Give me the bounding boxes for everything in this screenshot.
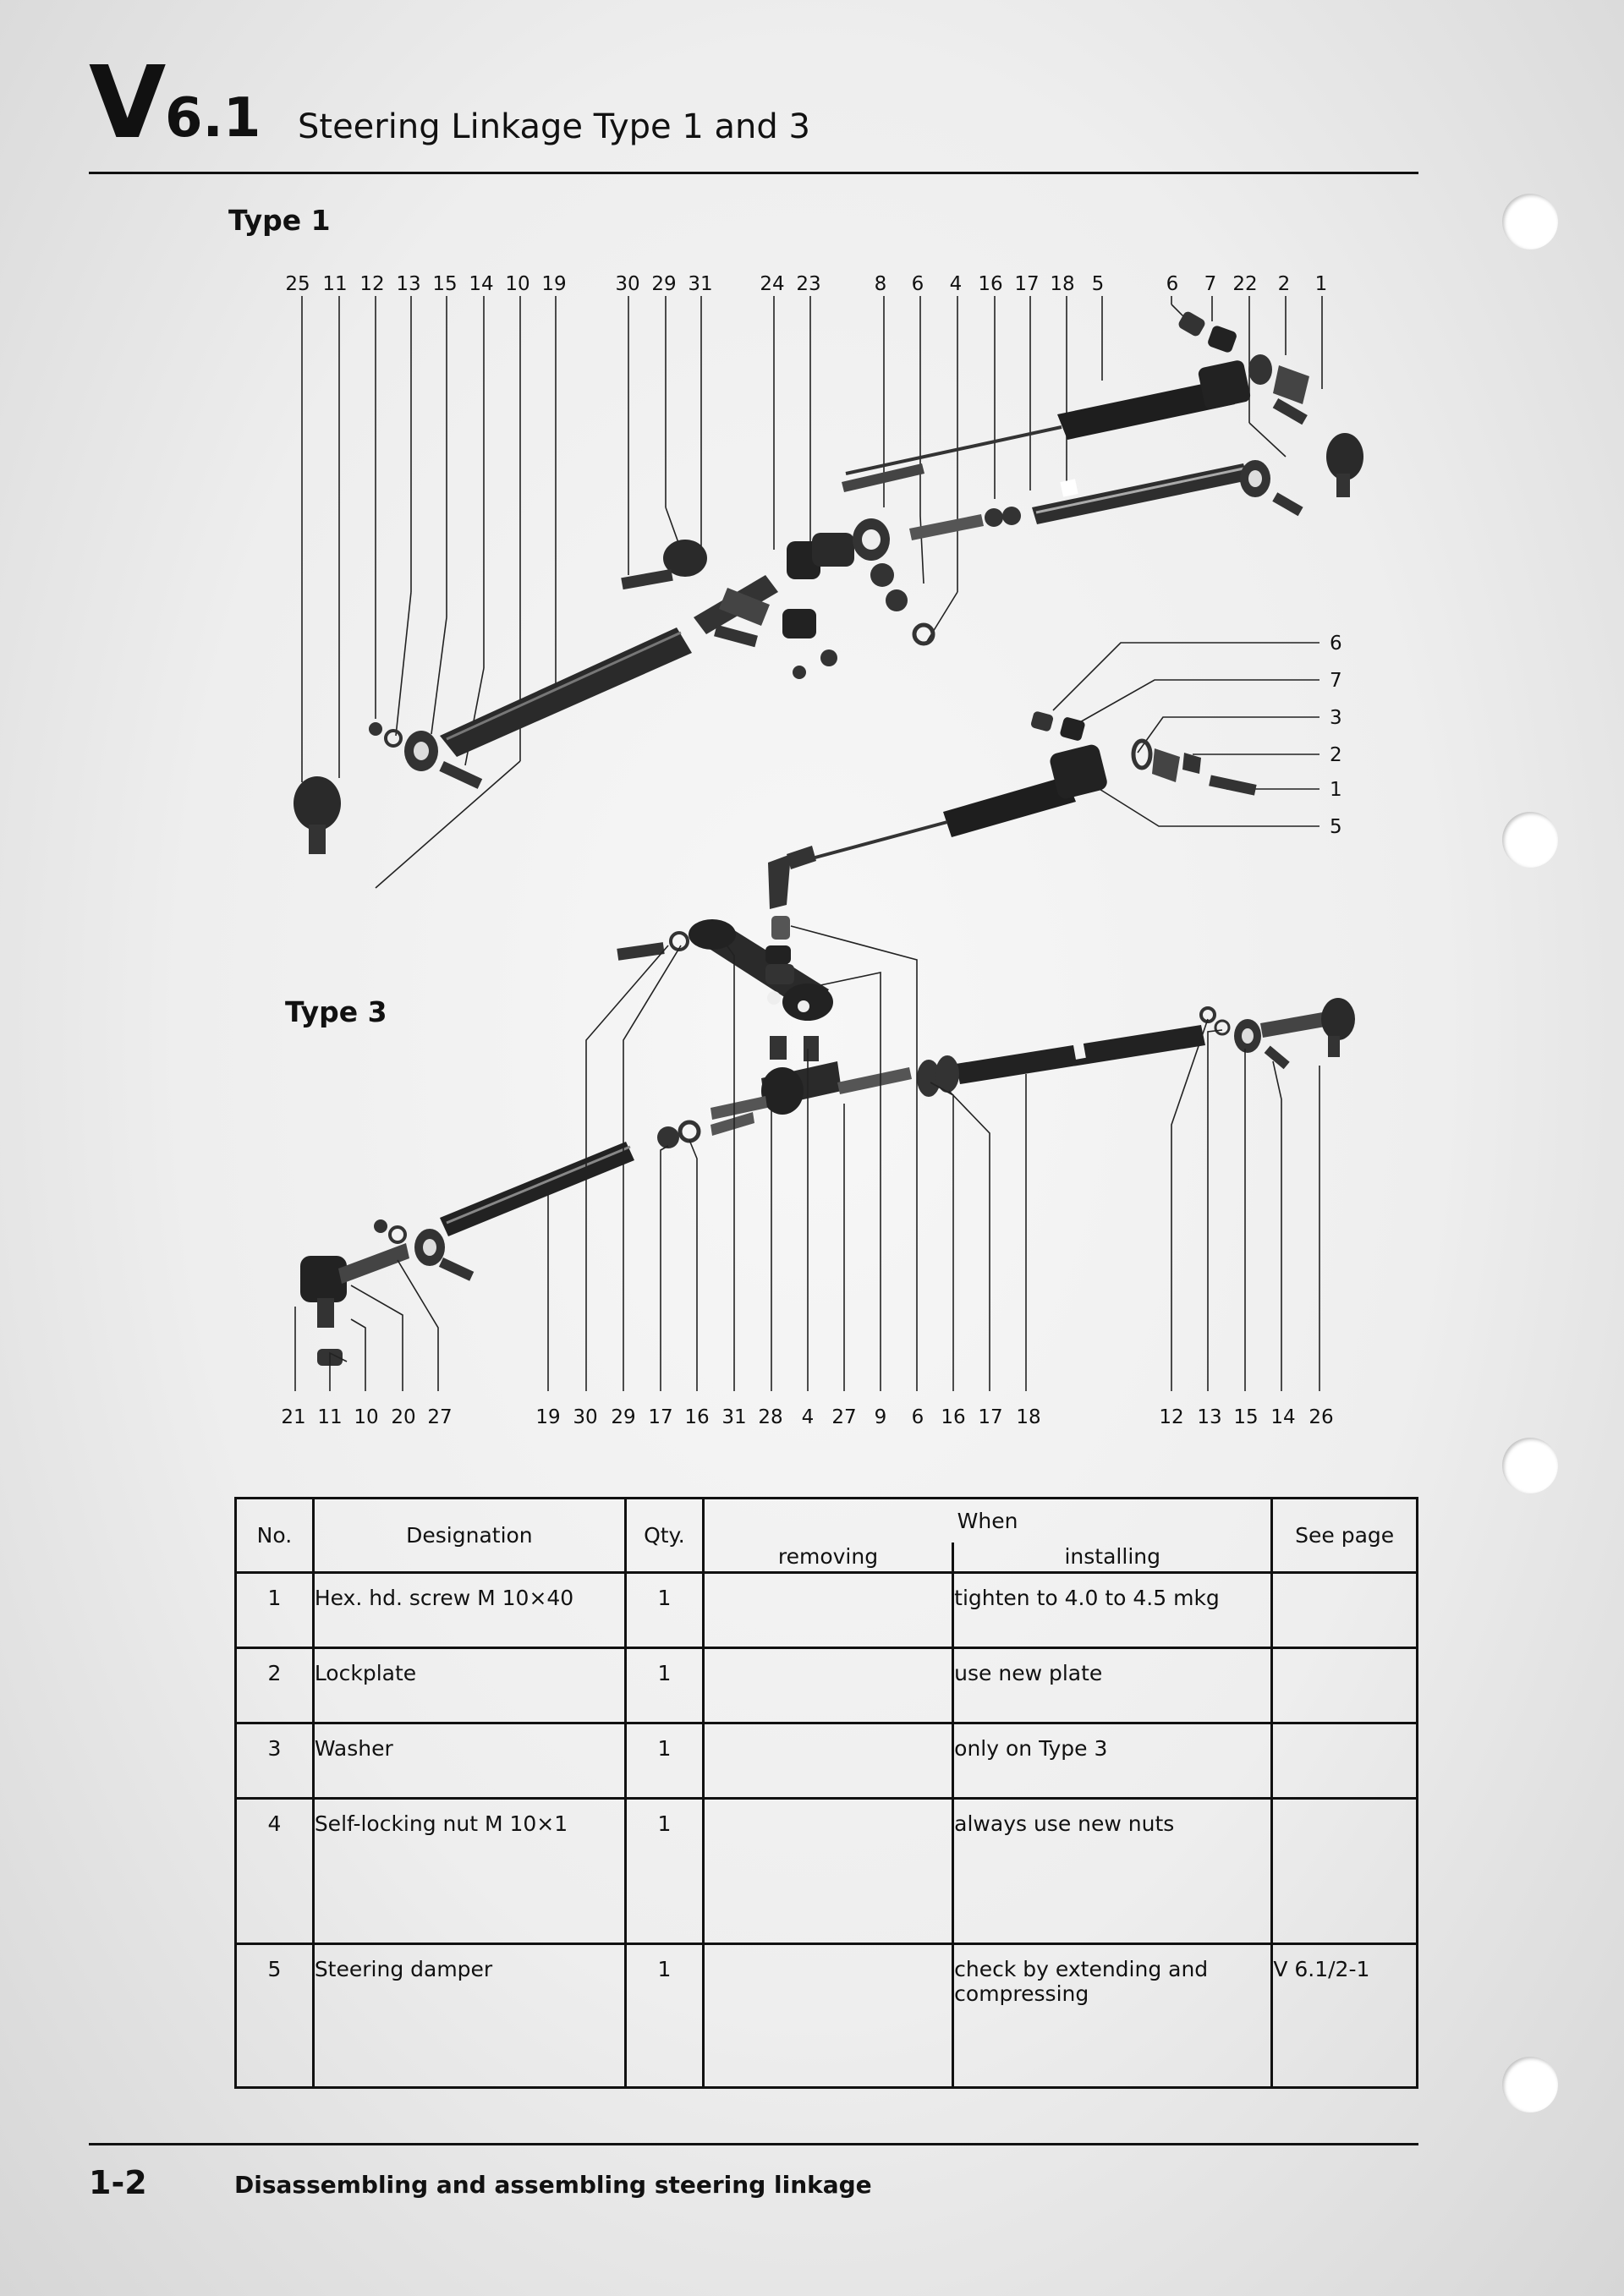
callout-12: 12 (1159, 1406, 1184, 1428)
row-no: 2 (236, 1648, 314, 1723)
row-installing: use new plate (953, 1648, 1272, 1723)
row-removing (703, 1648, 952, 1723)
callout-8: 8 (874, 273, 887, 295)
row-qty: 1 (625, 1799, 703, 1944)
type1-callouts (285, 273, 1327, 295)
row-installing: check by extending and compressing (953, 1944, 1272, 2088)
row-designation: Steering damper (313, 1944, 625, 2088)
callout-21: 21 (281, 1406, 306, 1428)
footer-rule (89, 2143, 1418, 2145)
row-see-page (1272, 1648, 1418, 1723)
callout-10: 10 (505, 273, 530, 295)
callout-6: 6 (911, 273, 924, 295)
callout-29: 29 (651, 273, 677, 295)
callout-5: 5 (1330, 816, 1342, 838)
callout-9: 9 (874, 1406, 887, 1428)
callout-26: 26 (1309, 1406, 1334, 1428)
row-no: 1 (236, 1573, 314, 1648)
callout-22: 22 (1232, 273, 1258, 295)
callout-1: 1 (1314, 273, 1328, 295)
callout-20: 20 (391, 1406, 416, 1428)
callout-27: 27 (831, 1406, 857, 1428)
callout-1: 1 (1330, 779, 1342, 801)
row-removing (703, 1944, 952, 2088)
row-qty: 1 (625, 1944, 703, 2088)
row-designation: Self-locking nut M 10×1 (313, 1799, 625, 1944)
row-designation: Hex. hd. screw M 10×40 (313, 1573, 625, 1648)
callout-3: 3 (1330, 707, 1342, 729)
header-removing: removing (703, 1543, 952, 1573)
callout-30: 30 (615, 273, 640, 295)
header-installing: installing (953, 1543, 1272, 1573)
row-qty: 1 (625, 1648, 703, 1723)
callout-15: 15 (1233, 1406, 1259, 1428)
footer-title: Disassembling and assembling steering linkage (234, 2171, 872, 2199)
callout-14: 14 (1270, 1406, 1296, 1428)
table-row (236, 1573, 1418, 1648)
callout-27: 27 (427, 1406, 453, 1428)
callout-14: 14 (469, 273, 494, 295)
callout-24: 24 (760, 273, 785, 295)
section-letter: V (89, 44, 163, 161)
damper-callouts (1330, 633, 1342, 838)
type1-label: Type 1 (228, 204, 331, 237)
callout-16: 16 (684, 1406, 710, 1428)
callout-10: 10 (354, 1406, 379, 1428)
callout-7: 7 (1330, 670, 1342, 692)
row-qty: 1 (625, 1723, 703, 1799)
row-removing (703, 1573, 952, 1648)
callout-18: 18 (1016, 1406, 1041, 1428)
callout-6: 6 (1330, 633, 1342, 655)
table-row (236, 1944, 1418, 2088)
page-title: Steering Linkage Type 1 and 3 (298, 107, 810, 146)
callout-5: 5 (1091, 273, 1105, 295)
damper-part (768, 710, 1257, 909)
row-designation: Lockplate (313, 1648, 625, 1723)
callout-6: 6 (1166, 273, 1179, 295)
callout-17: 17 (978, 1406, 1003, 1428)
table-row (236, 1799, 1418, 1944)
section-number: 6.1 (165, 87, 261, 150)
callout-31: 31 (721, 1406, 747, 1428)
callout-15: 15 (432, 273, 458, 295)
callout-4: 4 (949, 273, 963, 295)
callout-19: 19 (535, 1406, 561, 1428)
parts-table (234, 1497, 1418, 2089)
row-see-page (1272, 1799, 1418, 1944)
callout-25: 25 (285, 273, 310, 295)
callout-6: 6 (911, 1406, 924, 1428)
header-when: When (703, 1499, 1272, 1543)
callout-31: 31 (688, 273, 713, 295)
header-see-page: See page (1272, 1499, 1418, 1573)
callout-12: 12 (359, 273, 385, 295)
callout-19: 19 (541, 273, 567, 295)
row-installing: only on Type 3 (953, 1723, 1272, 1799)
row-qty: 1 (625, 1573, 703, 1648)
callout-29: 29 (611, 1406, 636, 1428)
row-removing (703, 1723, 952, 1799)
callout-13: 13 (396, 273, 421, 295)
row-installing: tighten to 4.0 to 4.5 mkg (953, 1573, 1272, 1648)
callout-30: 30 (573, 1406, 598, 1428)
type1-parts (294, 310, 1363, 854)
row-no: 5 (236, 1944, 314, 2088)
header-no: No. (236, 1499, 314, 1573)
table-row (236, 1723, 1418, 1799)
row-designation: Washer (313, 1723, 625, 1799)
row-see-page (1272, 1723, 1418, 1799)
callout-2: 2 (1277, 273, 1291, 295)
row-see-page: V 6.1/2-1 (1272, 1944, 1418, 2088)
page-number: 1-2 (89, 2164, 147, 2201)
callout-2: 2 (1330, 744, 1342, 766)
callout-28: 28 (758, 1406, 783, 1428)
callout-17: 17 (1014, 273, 1040, 295)
type3-callouts (281, 1406, 1333, 1428)
callout-4: 4 (801, 1406, 815, 1428)
type1-leader-lines (302, 296, 1322, 888)
callout-18: 18 (1050, 273, 1075, 295)
row-no: 4 (236, 1799, 314, 1944)
header-qty: Qty. (625, 1499, 703, 1573)
row-installing: always use new nuts (953, 1799, 1272, 1944)
callout-7: 7 (1204, 273, 1217, 295)
callout-13: 13 (1197, 1406, 1222, 1428)
callout-16: 16 (978, 273, 1003, 295)
row-see-page (1272, 1573, 1418, 1648)
row-no: 3 (236, 1723, 314, 1799)
callout-16: 16 (941, 1406, 966, 1428)
callout-23: 23 (796, 273, 821, 295)
header-designation: Designation (313, 1499, 625, 1573)
row-removing (703, 1799, 952, 1944)
type3-label: Type 3 (285, 995, 387, 1028)
table-row (236, 1648, 1418, 1723)
callout-11: 11 (317, 1406, 343, 1428)
callout-11: 11 (322, 273, 348, 295)
callout-17: 17 (648, 1406, 673, 1428)
